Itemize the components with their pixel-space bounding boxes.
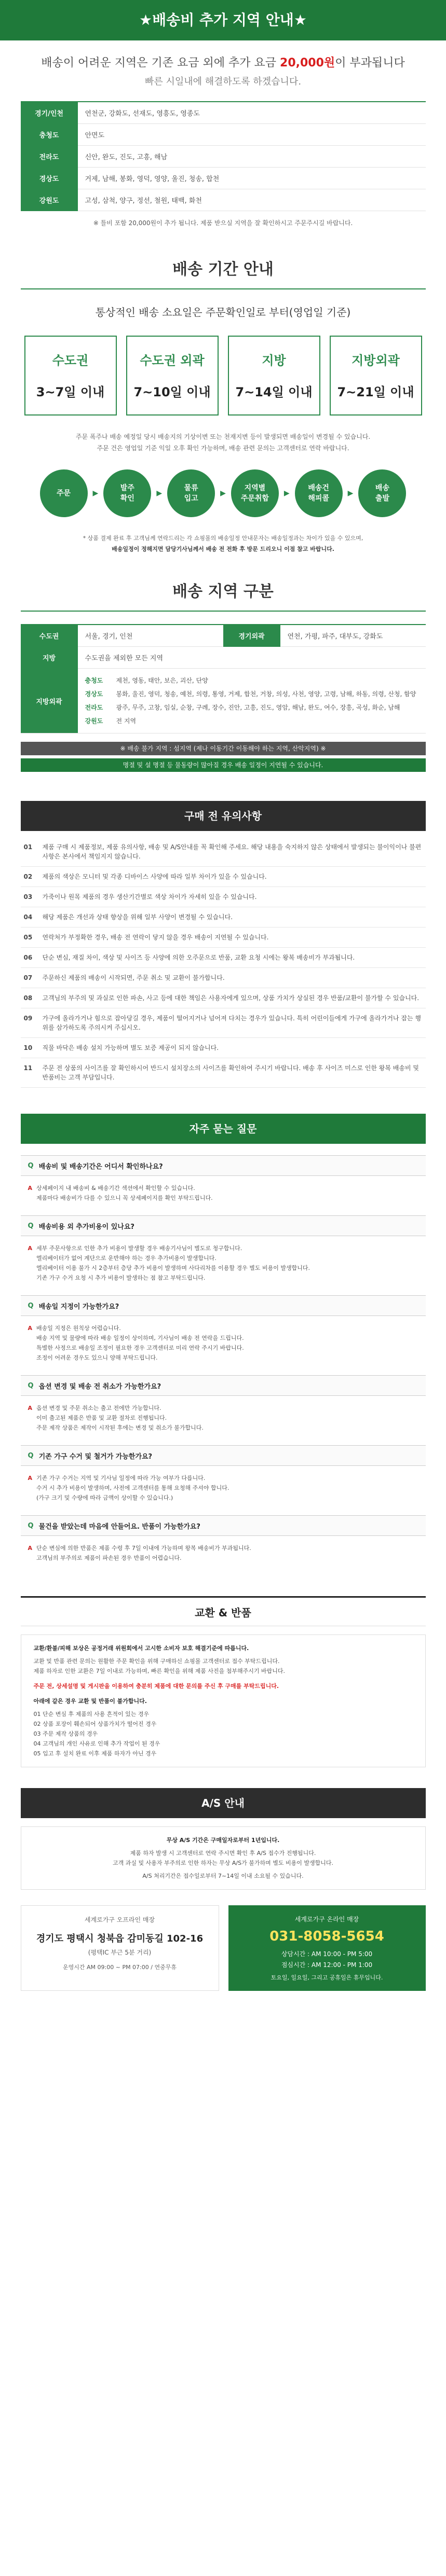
faq-list xyxy=(21,1155,426,1575)
outer-cities: 제천, 영동, 태안, 보은, 괴산, 단양 xyxy=(116,677,208,684)
question-mark-icon: Q xyxy=(28,1521,34,1530)
caution-list xyxy=(21,837,426,1088)
area-section xyxy=(0,578,446,801)
area-row-capital xyxy=(21,625,426,647)
period-card-region: 지방외곽 xyxy=(352,353,400,368)
caution-number: 07 xyxy=(23,974,33,981)
store-address: 경기도 평택시 청북읍 감미동길 102-16 xyxy=(36,1933,204,1944)
surcharge-row xyxy=(21,189,426,211)
lead-amount: 20,000원 xyxy=(280,57,335,70)
surcharge-note: ※ 틀비 포함 20,000원이 추가 됩니다. 제품 받으실 지역을 잘 확인하시고 주문주시길 바랍니다. xyxy=(93,219,353,227)
exchange-items xyxy=(34,1709,413,1758)
caution-number: 08 xyxy=(23,994,33,1002)
surcharge-key: 강원도 xyxy=(21,189,78,211)
store-label: 세계로가구 오프라인 매장 xyxy=(84,1916,155,1923)
faq-answer-text: 상세페이지 내 배송비 & 배송기간 섹션에서 확인할 수 있습니다. 제품마다 배송비가 다를 수 있으니 꼭 상세페이지를 확인 부탁드립니다. xyxy=(36,1185,213,1201)
faq-question[interactable] xyxy=(21,1215,426,1236)
answer-mark-icon: A xyxy=(28,1475,33,1481)
cs-hours1: 상담시간 : AM 10:00 - PM 5:00 xyxy=(281,1950,373,1958)
period-desc2: 주문 건은 영업일 기준 익일 오후 확인 가능하며, 배송 관련 문의는 고객센터로 연락 바랍니다. xyxy=(97,445,349,452)
surcharge-key: 경상도 xyxy=(21,168,78,189)
store-address-sub: (평택IC 부근 5분 거리) xyxy=(88,1949,152,1956)
period-note1: * 상품 결제 완료 후 고객님께 연락드리는 각 쇼핑몰의 배송일정 안내문자는 배송일정과는 차이가 있을 수 있으며, xyxy=(83,535,363,542)
caution-number: 10 xyxy=(23,1044,33,1051)
answer-mark-icon: A xyxy=(28,1545,33,1552)
lead-text-end: 이 부과됩니다 xyxy=(335,57,405,70)
area-val-outer-gyeonggi: 연천, 가평, 파주, 대부도, 강화도 xyxy=(287,633,383,641)
step-arrow-icon: ▶ xyxy=(347,489,354,497)
faq-question[interactable] xyxy=(21,1445,426,1466)
surcharge-row xyxy=(21,124,426,146)
faq-question-text: 기존 가구 수거 및 철거가 가능한가요? xyxy=(38,1452,153,1461)
outer-row xyxy=(85,674,418,687)
as-p3: A/S 처리기간은 접수일로부터 7~14일 이내 소요될 수 있습니다. xyxy=(142,1873,304,1879)
period-section xyxy=(0,256,446,578)
period-card-region: 수도권 xyxy=(52,353,89,368)
exchange-box xyxy=(21,1635,426,1767)
online-store-card xyxy=(228,1905,426,1991)
faq-question-text: 배송비 및 배송기간은 어디서 확인하나요? xyxy=(38,1162,163,1171)
step-arrow-icon: ▶ xyxy=(283,489,290,497)
caution-number: 01 xyxy=(23,843,33,851)
caution-text: 주문하신 제품의 배송이 시작되면, 주문 취소 및 교환이 불가합니다. xyxy=(42,974,225,981)
period-card-region: 지방 xyxy=(262,353,286,368)
period-card-days: 7~21일 이내 xyxy=(337,385,414,399)
period-divider xyxy=(21,288,426,289)
period-card-days: 7~14일 이내 xyxy=(235,385,313,399)
area-row-outer xyxy=(21,669,426,733)
period-card-days: 7~10일 이내 xyxy=(133,385,211,399)
area-bar1: ※ 배송 불가 지역 : 섬지역 (제나 이동기간 이동해야 하는 지역, 산악지역) ※ xyxy=(21,742,426,755)
answer-mark-icon: A xyxy=(28,1185,33,1192)
surcharge-lead2: 빠른 시일내에 해결하도록 하겠습니다. xyxy=(144,76,302,87)
period-subtitle: 통상적인 배송 소요일은 주문확인일로 부터(영업일 기준) xyxy=(95,306,351,318)
cs-label: 세계로가구 온라인 매장 xyxy=(294,1916,359,1923)
exchange-item: 01 단순 변심 후 제품의 사용 흔적이 있는 경우 xyxy=(33,1711,150,1718)
exchange-title: 교환 & 반품 xyxy=(21,1596,426,1626)
caution-number: 03 xyxy=(23,893,33,901)
surcharge-val: 안면도 xyxy=(85,132,105,140)
surcharge-key: 충청도 xyxy=(21,124,78,146)
process-step: 지역별 주문취합 xyxy=(231,469,279,517)
caution-number: 09 xyxy=(23,1015,33,1022)
period-card xyxy=(126,336,219,416)
question-mark-icon: Q xyxy=(28,1222,34,1230)
area-key-capital: 수도권 xyxy=(21,625,78,647)
caution-text: 제품 구매 시 제품정보, 제품 유의사항, 배송 및 A/S안내를 꼭 확인해 주세요. 해당 내용을 숙지하지 않은 상태에서 발생되는 불이익이나 불편사항은 본사에서 책임지지 않습니다. xyxy=(42,843,422,860)
faq-question-text: 배송일 지정이 가능한가요? xyxy=(38,1303,119,1311)
outer-province: 전라도 xyxy=(85,704,103,711)
faq-answer xyxy=(21,1466,426,1515)
store-hours: 운영시간 AM 09:00 ~ PM 07:00 / 연중무휴 xyxy=(63,1964,177,1971)
process-step: 배송건 해피콜 xyxy=(295,469,343,517)
as-title: A/S 안내 xyxy=(21,1788,426,1818)
faq-answer-text: 배송일 지정은 원칙상 어렵습니다. 배송 지역 및 물량에 따라 배송 일정이 상이하며, 기사님이 배송 전 연락을 드립니다. 특별한 사정으로 배송일 조정이 필요한 경우 고객센터로 미리 연락 주시기 바랍니다. 조정이 어려운 경우도 있으니 양해 부탁드립니다. xyxy=(36,1325,244,1361)
caution-text: 가구에 올라가거나 힘으로 잡아당길 경우, 제품이 떨어지거나 넘어져 다치는 경우가 있습니다. 특히 어린이들에게 가구에 올라가거나 잡는 행위를 삼가하도록 주의시켜 주십시오. xyxy=(42,1015,421,1031)
process-step: 발주 확인 xyxy=(103,469,151,517)
surcharge-key: 경기/인천 xyxy=(21,102,78,124)
faq-question-text: 옵션 변경 및 배송 전 취소가 가능한가요? xyxy=(38,1382,161,1391)
as-section xyxy=(0,1788,446,1905)
faq-section xyxy=(0,1114,446,1596)
faq-answer-text: 세부 주문사항으로 인한 추가 비용이 발생할 경우 배송기사님이 별도로 청구합니다. 엘리베이터가 없어 계단으로 운반해야 하는 경우 추가비용이 발생합니다. 엘리베이터 이용 불가 시 2층부터 층당 추가 비용이 발생하며 사다리차를 이용할 경우 별도 비용이 발생합니다. 기존 가구 수거 요청 시 추가 비용이 발생하는 점 참고 부탁드립니다. xyxy=(36,1245,310,1281)
outer-cities: 전 지역 xyxy=(116,717,137,725)
surcharge-title: ★배송비 추가 지역 안내★ xyxy=(0,0,446,40)
question-mark-icon: Q xyxy=(28,1161,34,1170)
faq-answer-text: 옵션 변경 및 주문 취소는 출고 전에만 가능합니다. 이미 출고된 제품은 반품 및 교환 절차로 진행됩니다. 주문 제작 상품은 제작이 시작된 후에는 변경 및 취소가 불가합니다. xyxy=(36,1405,204,1431)
surcharge-val: 고성, 삼척, 양구, 정선, 철원, 태백, 화천 xyxy=(85,197,202,205)
caution-item xyxy=(21,837,426,867)
period-card xyxy=(24,336,117,416)
faq-answer xyxy=(21,1236,426,1295)
caution-text: 단순 변심, 재질 차이, 색상 및 사이즈 등 사양에 의한 오주문으로 반품, 교환 요청 시에는 왕복 배송비가 부과됩니다. xyxy=(42,954,355,961)
as-p1: 무상 A/S 기간은 구매일자로부터 1년입니다. xyxy=(166,1837,280,1844)
exchange-p3: 주문 전, 상세설명 및 게시판을 이용하여 충분히 제품에 대한 문의를 주신 후 구매를 부탁드립니다. xyxy=(33,1683,279,1689)
period-card xyxy=(228,336,320,416)
period-card xyxy=(330,336,422,416)
caution-text: 가죽이나 원목 제품의 경우 생산기간별로 색상 차이가 자세히 있을 수 있습니다. xyxy=(42,893,257,901)
exchange-p2: 교환 및 반품 관련 문의는 원활한 주문 확인을 위해 구매하신 쇼핑몰 고객센터로 접수 부탁드립니다. 제품 하자로 인한 교환은 7일 이내로 가능하며, 빠른 확인을 위해 제품 사진을 첨부해주시기 바랍니다. xyxy=(33,1658,285,1674)
process-step: 배송 출발 xyxy=(358,469,406,517)
outer-province: 경상도 xyxy=(85,690,103,698)
step-arrow-icon: ▶ xyxy=(92,489,99,497)
area-outer-list xyxy=(78,669,426,733)
surcharge-val: 거제, 남해, 봉화, 영덕, 영양, 울진, 청송, 합천 xyxy=(85,175,220,183)
process-step: 물류 입고 xyxy=(167,469,215,517)
period-desc1: 주문 폭주나 배송 예정일 당시 배송지의 기상이변 또는 천재지변 등이 발생되면 배송일이 변경될 수 있습니다. xyxy=(75,433,371,440)
exchange-item: 05 입고 후 설치 완료 이후 제품 하자가 아닌 경우 xyxy=(33,1750,157,1757)
caution-item xyxy=(21,1038,426,1058)
surcharge-table xyxy=(21,101,426,211)
caution-item xyxy=(21,1058,426,1088)
faq-answer-text: 단순 변심에 의한 반품은 제품 수령 후 7일 이내에 가능하며 왕복 배송비가 부과됩니다. 고객님의 부주의로 제품이 파손된 경우 반품이 어렵습니다. xyxy=(36,1545,251,1561)
area-bar2: 명절 및 설 명절 등 물동량이 많아질 경우 배송 일정이 지연될 수 있습니다. xyxy=(21,758,426,772)
caution-item xyxy=(21,968,426,988)
outer-row xyxy=(85,687,418,701)
exchange-item: 02 상품 포장이 훼손되어 상품가치가 떨어진 경우 xyxy=(33,1721,157,1727)
answer-mark-icon: A xyxy=(28,1245,33,1252)
step-arrow-icon: ▶ xyxy=(156,489,163,497)
faq-question[interactable] xyxy=(21,1295,426,1316)
surcharge-val: 연천군, 강화도, 선재도, 영흥도, 영종도 xyxy=(85,110,200,118)
step-arrow-icon: ▶ xyxy=(220,489,226,497)
caution-text: 제품의 색상은 모니터 및 각종 디바이스 사양에 따라 일부 차이가 있을 수 있습니다. xyxy=(42,873,267,880)
lead-text: 배송이 어려운 지역은 기존 요금 외에 추가 요금 xyxy=(41,57,277,70)
caution-text: 고객님의 부주의 및 과실로 인한 파손, 사고 등에 대한 책임은 사용자에게 있으며, 상품 가치가 상실된 경우 반품/교환이 불가할 수 있습니다. xyxy=(42,994,420,1002)
caution-text: 연락처가 부정확한 경우, 배송 전 연락이 닿지 않을 경우 배송이 지연될 수 있습니다. xyxy=(42,934,269,941)
cs-hours2: 점심시간 : AM 12:00 - PM 1:00 xyxy=(281,1961,373,1969)
outer-province: 충청도 xyxy=(85,677,103,684)
faq-question[interactable] xyxy=(21,1155,426,1176)
caution-text: 해당 제품은 개선과 상태 향상을 위해 일부 사양이 변경될 수 있습니다. xyxy=(42,913,233,921)
caution-text: 직물 바닥은 배송 설치 가능하며 별도 보증 제공이 되지 않습니다. xyxy=(42,1044,219,1051)
period-note2: 배송일정이 정해지면 담당기사님께서 배송 전 전화 후 방문 드리오니 이점 참고 바랍니다. xyxy=(112,546,334,552)
caution-item xyxy=(21,907,426,927)
surcharge-row xyxy=(21,146,426,168)
surcharge-section xyxy=(0,0,446,256)
outer-province: 강원도 xyxy=(85,717,103,725)
footer-section xyxy=(0,1905,446,2001)
faq-question-text: 배송비용 외 추가비용이 있나요? xyxy=(38,1223,134,1231)
surcharge-lead xyxy=(0,54,446,70)
area-val-capital: 서울, 경기, 인천 xyxy=(85,633,133,641)
surcharge-row xyxy=(21,102,426,124)
surcharge-val: 신안, 완도, 진도, 고흥, 해남 xyxy=(85,154,168,161)
caution-item xyxy=(21,1008,426,1038)
area-title: 배송 지역 구분 xyxy=(172,583,274,601)
question-mark-icon: Q xyxy=(28,1381,34,1390)
caution-number: 11 xyxy=(23,1064,33,1072)
faq-question[interactable] xyxy=(21,1515,426,1536)
exchange-item: 04 고객님의 개인 사유로 인해 추가 작업이 된 경우 xyxy=(33,1740,160,1747)
caution-item xyxy=(21,948,426,968)
surcharge-key: 전라도 xyxy=(21,146,78,168)
as-p2: 제품 하자 발생 시 고객센터로 연락 주시면 확인 후 A/S 접수가 진행됩니다. 고객 과실 및 사용자 부주의로 인한 하자는 무상 A/S가 불가하며 별도 비용이 발생합니다. xyxy=(113,1850,333,1866)
caution-number: 04 xyxy=(23,913,33,921)
caution-section xyxy=(0,801,446,1114)
answer-mark-icon: A xyxy=(28,1405,33,1411)
question-mark-icon: Q xyxy=(28,1301,34,1310)
caution-text: 주문 전 상품의 사이즈를 잘 확인하시어 반드시 설치장소의 사이즈를 확인하여 주시기 바랍니다. 배송 후 사이즈 미스로 인한 왕복 배송비 및 반품비는 고객 부담입니다. xyxy=(42,1064,419,1081)
cs-note: 토요일, 일요일, 그리고 공휴일은 휴무입니다. xyxy=(271,1974,383,1981)
area-key-outer: 지방외곽 xyxy=(21,669,78,733)
offline-store-card xyxy=(21,1905,219,1991)
faq-title: 자주 묻는 질문 xyxy=(21,1114,426,1144)
faq-answer xyxy=(21,1176,426,1215)
faq-question-text: 물건을 받았는데 마음에 안들어요. 반품이 가능한가요? xyxy=(38,1522,200,1531)
caution-number: 06 xyxy=(23,954,33,961)
period-card-days: 3~7일 이내 xyxy=(36,385,105,399)
outer-row xyxy=(85,701,418,714)
period-cards xyxy=(0,336,446,416)
period-card-region: 수도권 외곽 xyxy=(140,353,205,368)
process-step: 주문 xyxy=(40,469,88,517)
process-steps xyxy=(0,469,446,517)
faq-answer-text: 기존 가구 수거는 지역 및 기사님 일정에 따라 가능 여부가 다릅니다. 수거 시 추가 비용이 발생하며, 사전에 고객센터를 통해 요청해 주셔야 합니다. (가구 크기 및 수량에 따라 금액이 상이할 수 있습니다.) xyxy=(36,1475,229,1501)
faq-answer xyxy=(21,1536,426,1575)
faq-answer xyxy=(21,1316,426,1375)
caution-number: 02 xyxy=(23,873,33,880)
cs-phone[interactable]: 031-8058-5654 xyxy=(269,1929,384,1944)
period-title: 배송 기간 안내 xyxy=(172,260,274,279)
exchange-p4: 아래에 같은 경우 교환 및 반품이 불가합니다. xyxy=(33,1698,147,1705)
faq-answer xyxy=(21,1396,426,1445)
exchange-section xyxy=(0,1596,446,1788)
surcharge-row xyxy=(21,168,426,189)
as-box xyxy=(21,1826,426,1890)
faq-question[interactable] xyxy=(21,1375,426,1396)
exchange-item: 03 주문 제작 상품의 경우 xyxy=(33,1730,98,1737)
outer-row xyxy=(85,714,418,728)
area-row-local xyxy=(21,647,426,669)
area-key-local: 지방 xyxy=(21,647,78,669)
caution-title: 구매 전 유의사항 xyxy=(21,801,426,831)
caution-number: 05 xyxy=(23,934,33,941)
area-val-local: 수도권을 제외한 모든 지역 xyxy=(85,655,164,662)
area-key-outer-gyeonggi: 경기외곽 xyxy=(223,625,280,647)
outer-cities: 광주, 무주, 고창, 임실, 순창, 구례, 장수, 진안, 고흥, 진도, 영암, 해남, 완도, 여수, 장흥, 곡성, 화순, 남해 xyxy=(116,704,400,711)
answer-mark-icon: A xyxy=(28,1325,33,1332)
exchange-p1: 교환/환불/피해 보상은 공정거래 위원회에서 고시한 소비자 보호 해결기준에 따릅니다. xyxy=(33,1645,249,1652)
outer-cities: 봉화, 울진, 영덕, 청송, 예천, 의령, 통영, 거제, 합천, 거창, 의성, 사천, 영양, 고령, 남해, 하동, 의령, 산청, 함양 xyxy=(116,690,416,698)
caution-item xyxy=(21,887,426,907)
caution-item xyxy=(21,927,426,948)
caution-item xyxy=(21,988,426,1008)
caution-item xyxy=(21,867,426,887)
question-mark-icon: Q xyxy=(28,1451,34,1460)
